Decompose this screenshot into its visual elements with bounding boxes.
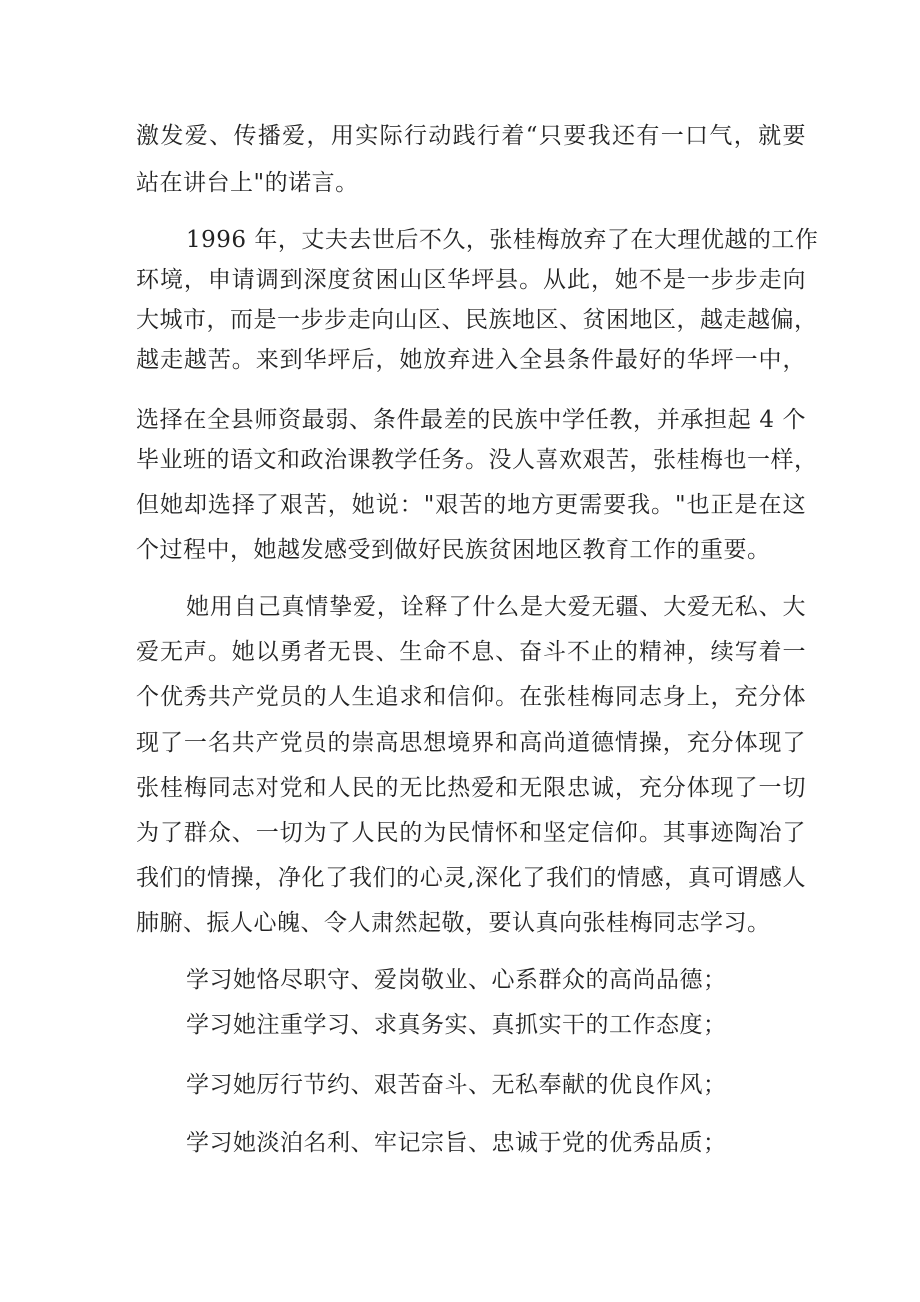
paragraph-0-line-1: 激发爱、传播爱，用实际行动践行着“只要我还有一口气，就要 [136,123,806,149]
paragraph-1-line-2: 环境，申请调到深度贫困山区华坪县。从此，她不是一步步走向 [136,267,806,293]
paragraph-1-line-4: 越走越苦。来到华坪后，她放弃进入全县条件最好的华坪一中， [136,347,806,373]
paragraph-2-line-8: 肺腑、振人心魄、令人肃然起敬，要认真向张桂梅同志学习。 [136,910,771,936]
paragraph-1-line-6: 毕业班的语文和政治课教学任务。没人喜欢艰苦，张桂梅也一样， [136,447,818,473]
paragraph-1-line-1: 1996 年，丈夫去世后不久，张桂梅放弃了在大理优越的工作 [186,227,819,253]
paragraph-2-line-7: 我们的情操，净化了我们的心灵,深化了我们的情感，真可谓感人 [136,865,806,891]
paragraph-1-line-7: 但她却选择了艰苦，她说："艰苦的地方更需要我。"也正是在这 [136,492,806,518]
learn-item-4: 学习她淡泊名利、牢记宗旨、忠诚于党的优秀品质； [186,1130,727,1156]
paragraph-1-line-8: 个过程中，她越发感受到做好民族贫困地区教育工作的重要。 [136,537,771,563]
paragraph-1-line-3: 大城市，而是一步步走向山区、民族地区、贫困地区，越走越偏， [136,307,818,333]
paragraph-2-line-3: 个优秀共产党员的人生追求和信仰。在张桂梅同志身上，充分体 [136,684,806,710]
paragraph-0-line-2: 站在讲台上"的诺言。 [136,170,359,196]
paragraph-1-line-5: 选择在全县师资最弱、条件最差的民族中学任教，并承担起 4 个 [136,407,806,433]
paragraph-2-line-1: 她用自己真情挚爱，诠释了什么是大爱无疆、大爱无私、大 [186,594,806,620]
learn-item-2: 学习她注重学习、求真务实、真抓实干的工作态度； [186,1012,727,1038]
learn-item-1: 学习她恪尽职守、爱岗敬业、心系群众的高尚品德； [186,967,727,993]
paragraph-2-line-2: 爱无声。她以勇者无畏、生命不息、奋斗不止的精神，续写着一 [136,639,806,665]
paragraph-2-line-6: 为了群众、一切为了人民的为民情怀和坚定信仰。其事迹陶冶了 [136,820,806,846]
paragraph-2-line-5: 张桂梅同志对党和人民的无比热爱和无限忠诚，充分体现了一切 [136,775,806,801]
paragraph-2-line-4: 现了一名共产党员的崇高思想境界和高尚道德情操，充分体现了 [136,730,806,756]
learn-item-3: 学习她厉行节约、艰苦奋斗、无私奉献的优良作风； [186,1072,727,1098]
